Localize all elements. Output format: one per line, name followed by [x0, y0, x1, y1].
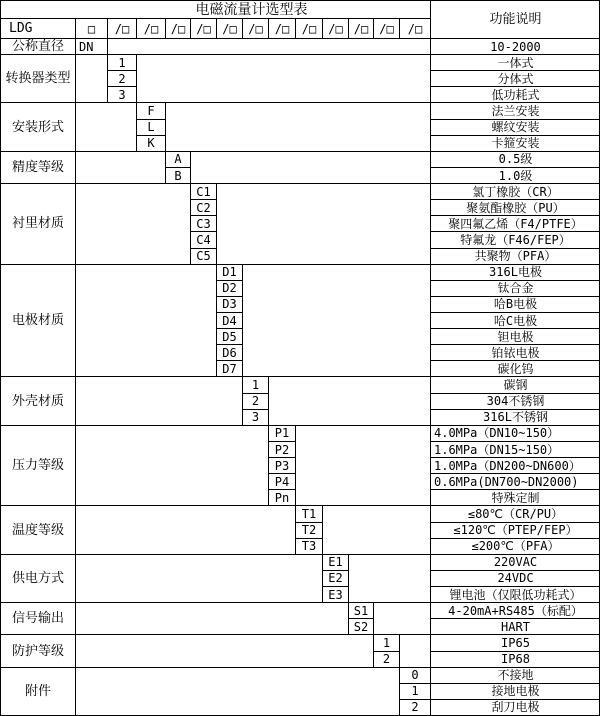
blank-cell: [322, 505, 430, 553]
blank-cell: [373, 602, 430, 634]
blank-cell: [190, 151, 430, 183]
desc-cell: 0.6MPa(DN700~DN2000): [430, 473, 600, 489]
code-cell: D4: [216, 312, 242, 328]
blank-cell: [136, 54, 430, 102]
code-cell: D7: [216, 360, 242, 376]
model-slash-box: /□: [190, 18, 216, 38]
code-cell: 1: [242, 376, 268, 392]
desc-cell: IP68: [430, 651, 600, 667]
code-cell: C2: [190, 199, 216, 215]
code-cell: P2: [268, 441, 295, 457]
desc-cell: 1.6MPa（DN15~150）: [430, 441, 600, 457]
code-cell: P3: [268, 457, 295, 473]
model-slash-box: /□: [136, 18, 165, 38]
desc-cell: 刮刀电极: [430, 699, 600, 715]
code-cell: T2: [295, 522, 322, 538]
function-column-header: 功能说明: [430, 0, 600, 38]
desc-cell: 哈B电极: [430, 296, 600, 312]
blank-cell: [295, 425, 430, 506]
code-cell: S1: [348, 602, 373, 618]
category-label-accuracy-class: 精度等级: [0, 151, 75, 183]
blank-cell: [75, 505, 295, 553]
code-cell: F: [136, 102, 165, 118]
table-title: 电磁流量计选型表: [0, 0, 430, 18]
desc-cell: 10-2000: [430, 38, 600, 54]
desc-cell: 卡箍安装: [430, 135, 600, 151]
category-label-nominal-diameter: 公称直径: [0, 38, 75, 54]
desc-cell: 特殊定制: [430, 489, 600, 505]
desc-cell: 钛合金: [430, 280, 600, 296]
code-cell: 2: [107, 70, 136, 86]
desc-cell: 特氟龙（F46/FEP）: [430, 231, 600, 247]
category-label-lining-material: 衬里材质: [0, 183, 75, 264]
code-cell: D2: [216, 280, 242, 296]
desc-cell: ≤80℃（CR/PU）: [430, 505, 600, 521]
code-cell: 0: [399, 667, 430, 683]
category-label-accessories: 附件: [0, 667, 75, 715]
desc-cell: 24VDC: [430, 570, 600, 586]
desc-cell: 接地电极: [430, 683, 600, 699]
blank-cell: [75, 667, 399, 715]
desc-cell: 316L不锈钢: [430, 409, 600, 425]
desc-cell: HART: [430, 618, 600, 634]
blank-cell: [75, 602, 348, 634]
model-slash-box: /□: [399, 18, 430, 38]
desc-cell: 一体式: [430, 54, 600, 70]
category-label-electrode-material: 电极材质: [0, 264, 75, 377]
blank-cell: [216, 183, 430, 264]
code-cell: C1: [190, 183, 216, 199]
desc-cell: 共聚物（PFA）: [430, 248, 600, 264]
blank-cell: [75, 183, 190, 264]
blank-cell: [75, 634, 373, 666]
blank-cell: [399, 634, 430, 666]
blank-cell: [242, 264, 430, 377]
category-label-installation-type: 安装形式: [0, 102, 75, 150]
category-label-power-supply: 供电方式: [0, 554, 75, 602]
desc-cell: 聚氨酯橡胶（PU）: [430, 199, 600, 215]
blank-cell: [75, 264, 216, 377]
model-slash-box: /□: [107, 18, 136, 38]
blank-cell: [75, 554, 322, 602]
desc-cell: 铂铱电极: [430, 344, 600, 360]
desc-cell: 不接地: [430, 667, 600, 683]
desc-cell: 1.0MPa（DN200~DN600）: [430, 457, 600, 473]
code-cell: D5: [216, 328, 242, 344]
code-cell: B: [165, 167, 190, 183]
blank-cell: [75, 54, 107, 102]
code-cell: 1: [107, 54, 136, 70]
desc-cell: 4-20mA+RS485（标配）: [430, 602, 600, 618]
category-label-pressure-rating: 压力等级: [0, 425, 75, 506]
desc-cell: 钽电极: [430, 328, 600, 344]
desc-cell: 0.5级: [430, 151, 600, 167]
code-cell: D3: [216, 296, 242, 312]
code-cell: 1: [399, 683, 430, 699]
model-code-box: □: [75, 18, 107, 38]
code-cell: C3: [190, 215, 216, 231]
desc-cell: ≤200℃（PFA）: [430, 538, 600, 554]
code-cell: C4: [190, 231, 216, 247]
code-cell: Pn: [268, 489, 295, 505]
blank-cell: [268, 376, 430, 424]
category-label-temperature-rating: 温度等级: [0, 505, 75, 553]
desc-cell: 304不锈钢: [430, 393, 600, 409]
code-cell: D1: [216, 264, 242, 280]
model-slash-box: /□: [348, 18, 373, 38]
desc-cell: 4.0MPa（DN10~150）: [430, 425, 600, 441]
desc-cell: ≤120℃（PTEP/FEP）: [430, 522, 600, 538]
code-cell: T3: [295, 538, 322, 554]
blank-cell: [165, 102, 430, 150]
model-prefix: LDG: [0, 18, 75, 38]
code-cell: DN: [75, 38, 107, 54]
code-cell: C5: [190, 248, 216, 264]
code-cell: P1: [268, 425, 295, 441]
blank-cell: [75, 151, 165, 183]
desc-cell: 分体式: [430, 70, 600, 86]
model-slash-box: /□: [242, 18, 268, 38]
code-cell: E3: [322, 586, 348, 602]
desc-cell: 螺纹安装: [430, 119, 600, 135]
desc-cell: 哈C电极: [430, 312, 600, 328]
code-cell: S2: [348, 618, 373, 634]
blank-cell: [75, 425, 268, 506]
model-slash-box: /□: [216, 18, 242, 38]
code-cell: 3: [107, 86, 136, 102]
desc-cell: IP65: [430, 634, 600, 650]
desc-cell: 316L电极: [430, 264, 600, 280]
code-cell: E1: [322, 554, 348, 570]
desc-cell: 锂电池（仅限低功耗式）: [430, 586, 600, 602]
category-label-converter-type: 转换器类型: [0, 54, 75, 102]
blank-cell: [348, 554, 430, 602]
desc-cell: 碳钢: [430, 376, 600, 392]
code-cell: 3: [242, 409, 268, 425]
desc-cell: 低功耗式: [430, 86, 600, 102]
code-cell: 2: [399, 699, 430, 715]
desc-cell: 聚四氟乙烯（F4/PTFE）: [430, 215, 600, 231]
code-cell: A: [165, 151, 190, 167]
model-slash-box: /□: [373, 18, 399, 38]
blank-cell: [75, 376, 242, 424]
code-cell: P4: [268, 473, 295, 489]
code-cell: T1: [295, 505, 322, 521]
desc-cell: 碳化钨: [430, 360, 600, 376]
model-slash-box: /□: [165, 18, 190, 38]
desc-cell: 1.0级: [430, 167, 600, 183]
code-cell: 2: [373, 651, 399, 667]
code-cell: D6: [216, 344, 242, 360]
category-label-signal-output: 信号输出: [0, 602, 75, 634]
code-cell: E2: [322, 570, 348, 586]
category-label-housing-material: 外壳材质: [0, 376, 75, 424]
code-cell: 2: [242, 393, 268, 409]
code-cell: L: [136, 119, 165, 135]
model-slash-box: /□: [268, 18, 295, 38]
code-cell: 1: [373, 634, 399, 650]
desc-cell: 氯丁橡胶（CR）: [430, 183, 600, 199]
code-cell: K: [136, 135, 165, 151]
desc-cell: 220VAC: [430, 554, 600, 570]
desc-cell: 法兰安装: [430, 102, 600, 118]
model-slash-box: /□: [295, 18, 322, 38]
model-slash-box: /□: [322, 18, 348, 38]
blank-cell: [107, 38, 430, 54]
blank-cell: [75, 102, 136, 150]
category-label-protection-rating: 防护等级: [0, 634, 75, 666]
